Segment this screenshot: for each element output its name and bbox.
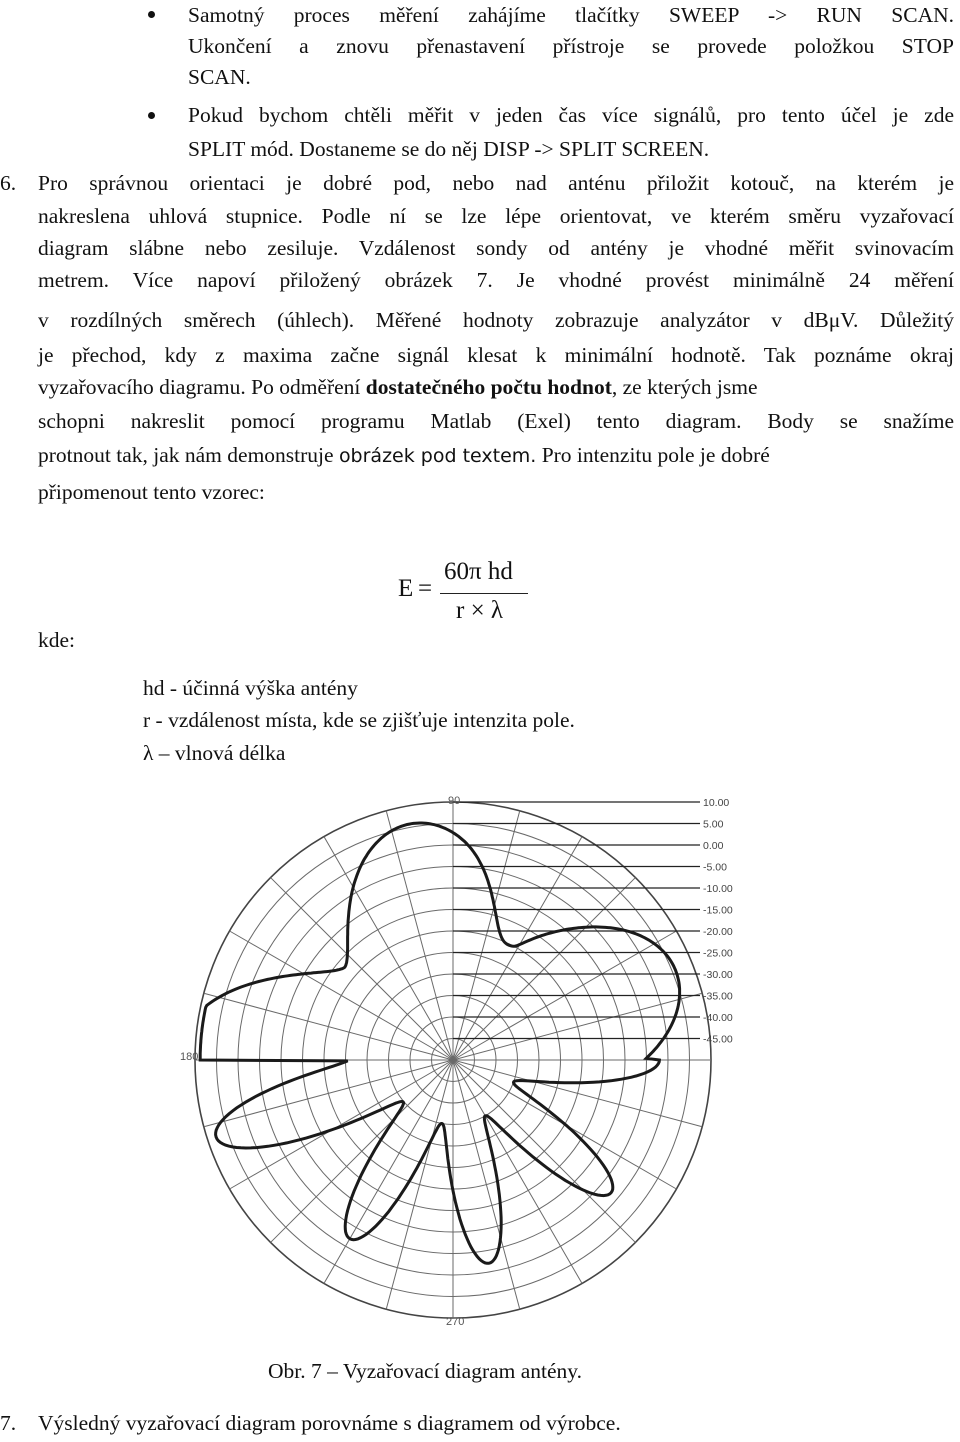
grid-spoke bbox=[386, 1060, 453, 1309]
step-6-line-4: metrem. Více napoví přiložený obrázek 7. Je vhodné provést minimálně 24 měření bbox=[38, 268, 954, 292]
grid-spoke bbox=[204, 993, 453, 1060]
figure-caption: Obr. 7 – Vyzařovací diagram antény. bbox=[268, 1359, 583, 1383]
grid-spoke bbox=[230, 931, 453, 1060]
ring-label: -35.00 bbox=[703, 990, 733, 1003]
formula-equals: = bbox=[418, 575, 433, 602]
grid-spoke bbox=[453, 1060, 520, 1309]
ring-label: 10.00 bbox=[703, 797, 730, 809]
ring-labels bbox=[703, 797, 733, 1046]
ring-label: -40.00 bbox=[703, 1012, 733, 1024]
ring-label: -20.00 bbox=[703, 926, 733, 938]
ring-label: -15.00 bbox=[703, 904, 733, 917]
formula-denominator: r × λ bbox=[456, 597, 504, 624]
definition-lambda: λ – vlnová délka bbox=[143, 741, 286, 765]
step-6-number: 6. bbox=[0, 171, 17, 195]
definition-r: r - vzdálenost místa, kde se zjišťuje intenzita pole. bbox=[143, 708, 575, 732]
angle-label-180: 180 bbox=[180, 1051, 199, 1063]
ring-label: -10.00 bbox=[703, 883, 733, 895]
definition-hd: hd - účinná výška antény bbox=[143, 676, 358, 700]
step-7-text: Výsledný vyzařovací diagram porovnáme s diagramem od výrobce. bbox=[38, 1411, 621, 1435]
formula-numerator: 60π hd bbox=[444, 558, 513, 585]
step-6-line-5: v rozdílných směrech (úhlech). Měřené hodnoty zobrazuje analyzátor v dBμV. Důležitý bbox=[38, 308, 954, 332]
grid-spoke bbox=[204, 1060, 453, 1127]
step-6-line-3: diagram slábne nebo zesiluje. Vzdálenost sondy od antény je vhodné měřit svinovacím bbox=[38, 236, 954, 260]
ring-label: -45.00 bbox=[703, 1033, 733, 1046]
grid-spoke bbox=[453, 811, 520, 1060]
step-6-line-10: připomenout tento vzorec: bbox=[38, 480, 265, 504]
ring-label: -25.00 bbox=[703, 947, 733, 960]
bullet-2-line-1: Pokud bychom chtěli měřit v jeden čas více signálů, pro tento účel je zde bbox=[188, 103, 954, 127]
figure-reference: obrázek pod textem. bbox=[338, 445, 537, 467]
ring-label: -5.00 bbox=[703, 861, 727, 874]
step-7-number: 7. bbox=[0, 1411, 17, 1435]
grid-spoke bbox=[453, 993, 702, 1060]
grid-spoke bbox=[453, 878, 635, 1060]
ring-label: 0.00 bbox=[703, 840, 724, 852]
bullet-2-line-2: SPLIT mód. Dostaneme se do něj DISP -> SPLIT SCREEN. bbox=[188, 137, 710, 161]
grid-spoke bbox=[230, 1060, 453, 1189]
kde-label: kde: bbox=[38, 628, 76, 652]
grid-spoke bbox=[324, 1060, 453, 1283]
bullet-1-line-3: SCAN. bbox=[188, 65, 251, 89]
ring-label: -30.00 bbox=[703, 969, 733, 981]
grid-spoke bbox=[324, 837, 453, 1060]
angle-label-90: 90 bbox=[448, 795, 461, 807]
step-6-line-1: Pro správnou orientaci je dobré pod, nebo nad anténu přiložit kotouč, na kterém je bbox=[38, 171, 954, 195]
step-6-line-9: protnout tak, jak nám demonstruje obrázek pod textem. Pro intenzitu pole je dobré bbox=[38, 443, 770, 467]
step-6-line-6: je přechod, kdy z maxima začne signál klesat k minimální hodnotě. Tak poznáme okraj bbox=[38, 343, 954, 367]
emphasis-text: dostatečného počtu hodnot bbox=[365, 375, 612, 399]
bullet-1-line-2: Ukončení a znovu přenastavení přístroje se provede položkou STOP bbox=[188, 34, 954, 58]
grid-spoke bbox=[271, 878, 453, 1060]
step-6-line-2: nakreslena uhlová stupnice. Podle ní se lze lépe orientovat, ve kterém směru vyzařovací bbox=[38, 204, 954, 228]
angle-label-270: 270 bbox=[446, 1316, 465, 1328]
formula-lhs: E bbox=[398, 575, 414, 602]
line-7-start: vyzařovacího diagramu. Po odměření dostatečného počtu hodnot, ze kterých jsme bbox=[38, 375, 758, 399]
grid-spoke bbox=[453, 1060, 635, 1242]
grid-spoke bbox=[453, 837, 582, 1060]
grid-spoke bbox=[386, 811, 453, 1060]
bullet-1-line-1: Samotný proces měření zahájíme tlačítky SWEEP -> RUN SCAN. bbox=[188, 3, 954, 27]
ring-label: 5.00 bbox=[703, 818, 724, 831]
step-6-line-8: schopni nakreslit pomocí programu Matlab (Exel) tento diagram. Body se snažíme bbox=[38, 409, 954, 433]
